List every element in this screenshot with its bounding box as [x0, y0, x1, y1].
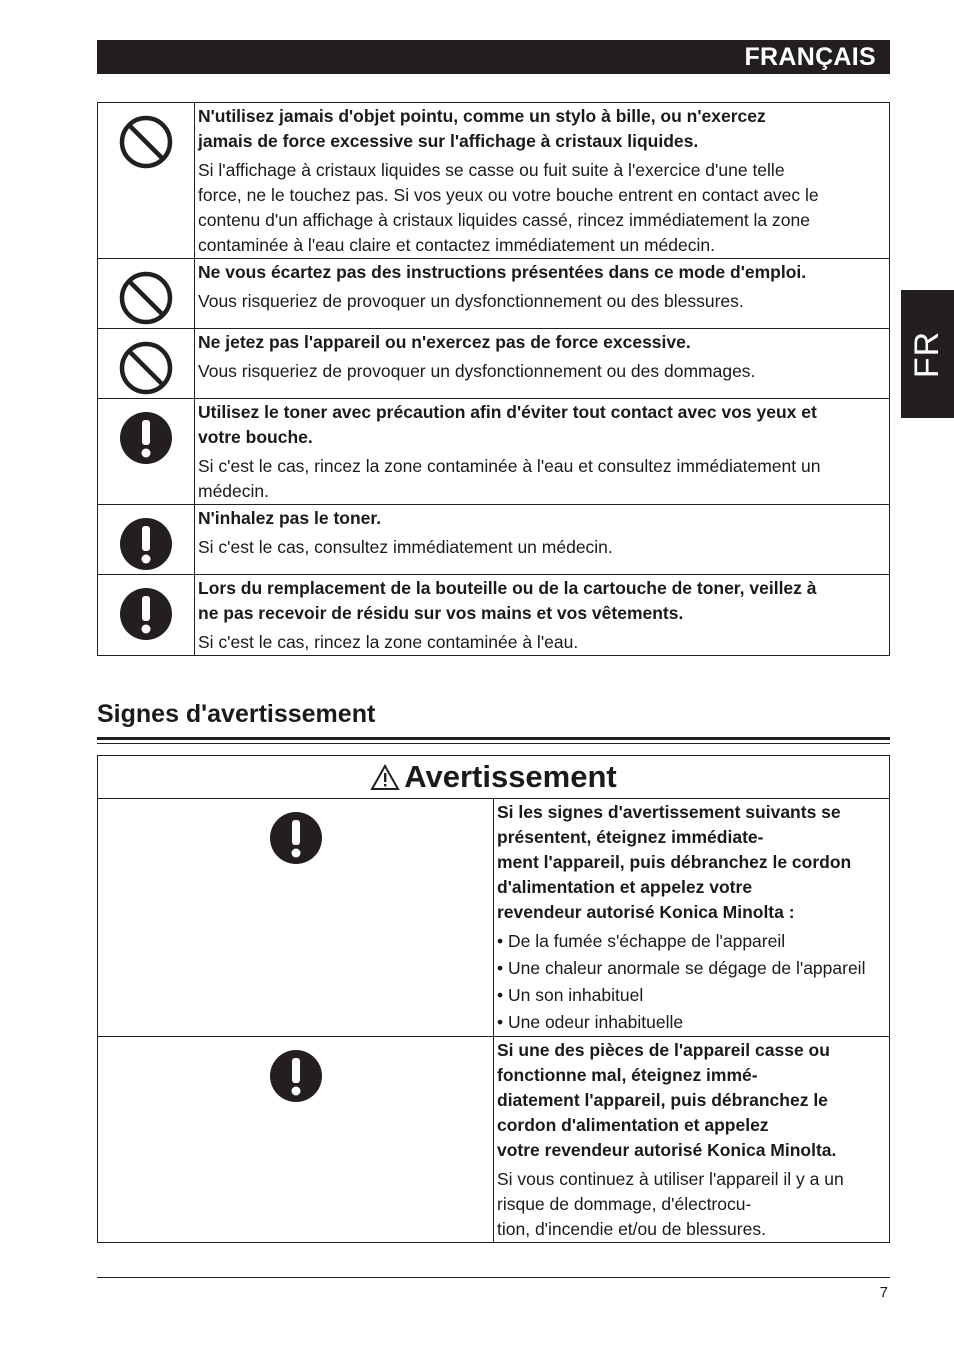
warning-row	[98, 1037, 890, 1243]
warning-row	[98, 799, 890, 1037]
prohibition-icon	[119, 341, 173, 395]
caution-title: Ne jetez pas l'appareil ou n'exercez pas de force excessive.	[198, 332, 691, 352]
warning-sign-list	[497, 928, 885, 1036]
mandatory-action-icon	[119, 587, 173, 641]
mandatory-action-icon	[269, 811, 323, 865]
section-divider	[97, 743, 890, 744]
caution-row	[98, 575, 890, 656]
side-tab-label: FR	[907, 330, 946, 378]
warning-title: Si une des pièces de l'appareil casse ou fonctionne mal, éteignez immé-	[497, 1040, 830, 1085]
caution-row	[98, 259, 890, 329]
caution-text: Vous risqueriez de provoquer un dysfonctionnement ou des blessures.	[198, 291, 744, 311]
language-side-tab	[901, 290, 954, 418]
list-item: • De la fumée s'échappe de l'appareil	[497, 931, 786, 951]
language-header-bar	[97, 40, 890, 74]
caution-title: jamais de force excessive sur l'affichage à cristaux liquides.	[198, 131, 699, 151]
caution-table	[97, 102, 890, 656]
mandatory-action-icon	[119, 411, 173, 465]
warning-title: ment l'appareil, puis débranchez le cordon d'alimentation et appelez votre	[497, 852, 852, 897]
list-item: • Un son inhabituel	[497, 985, 644, 1005]
caution-text: Si c'est le cas, rincez la zone contaminée à l'eau et consultez immédiatement un	[198, 456, 821, 476]
mandatory-action-icon	[119, 517, 173, 571]
footer-divider	[97, 1277, 890, 1278]
warning-title: Si les signes d'avertissement suivants se présentent, éteignez immédiate-	[497, 802, 841, 847]
page-number: 7	[879, 1284, 888, 1301]
warning-heading-text: Avertissement	[404, 759, 617, 794]
warning-title: revendeur autorisé Konica Minolta :	[497, 902, 795, 922]
warning-heading-row	[98, 756, 890, 799]
caution-row	[98, 399, 890, 505]
caution-title: Ne vous écartez pas des instructions présentées dans ce mode d'emploi.	[198, 262, 807, 282]
caution-title: N'inhalez pas le toner.	[198, 508, 382, 528]
mandatory-action-icon	[269, 1049, 323, 1103]
caution-row	[98, 329, 890, 399]
prohibition-icon	[119, 115, 173, 169]
language-label: FRANÇAIS	[744, 42, 876, 71]
warning-text: tion, d'incendie et/ou de blessures.	[497, 1219, 766, 1239]
caution-title: Utilisez le toner avec précaution afin d'éviter tout contact avec vos yeux et	[198, 402, 817, 422]
caution-text: Si c'est le cas, consultez immédiatement un médecin.	[198, 537, 613, 557]
caution-row	[98, 103, 890, 259]
section-title: Signes d'avertissement	[97, 700, 376, 728]
warning-table	[97, 755, 890, 1243]
warning-title: diatement l'appareil, puis débranchez le cordon d'alimentation et appelez	[497, 1090, 828, 1135]
caution-text: médecin.	[198, 481, 270, 501]
warning-triangle-icon	[370, 764, 400, 791]
caution-text: contaminée à l'eau claire et contactez immédiatement un médecin.	[198, 235, 715, 255]
caution-row	[98, 505, 890, 575]
section-divider	[97, 737, 890, 740]
caution-text: force, ne le touchez pas. Si vos yeux ou votre bouche entrent en contact avec le	[198, 185, 819, 205]
caution-title: N'utilisez jamais d'objet pointu, comme un stylo à bille, ou n'exercez	[198, 106, 766, 126]
caution-text: Si l'affichage à cristaux liquides se casse ou fuit suite à l'exercice d'une telle	[198, 160, 785, 180]
warning-heading	[98, 756, 889, 798]
list-item: • Une chaleur anormale se dégage de l'appareil	[497, 958, 866, 978]
prohibition-icon	[119, 271, 173, 325]
caution-text: Si c'est le cas, rincez la zone contaminée à l'eau.	[198, 632, 579, 652]
list-item: • Une odeur inhabituelle	[497, 1012, 684, 1032]
caution-title: ne pas recevoir de résidu sur vos mains et vos vêtements.	[198, 603, 684, 623]
warning-title: votre revendeur autorisé Konica Minolta.	[497, 1140, 837, 1160]
caution-title: Lors du remplacement de la bouteille ou de la cartouche de toner, veillez à	[198, 578, 817, 598]
caution-text: Vous risqueriez de provoquer un dysfonctionnement ou des dommages.	[198, 361, 756, 381]
warning-text: Si vous continuez à utiliser l'appareil il y a un risque de dommage, d'électrocu-	[497, 1169, 844, 1214]
caution-text: contenu d'un affichage à cristaux liquides cassé, rincez immédiatement la zone	[198, 210, 810, 230]
caution-title: votre bouche.	[198, 427, 313, 447]
